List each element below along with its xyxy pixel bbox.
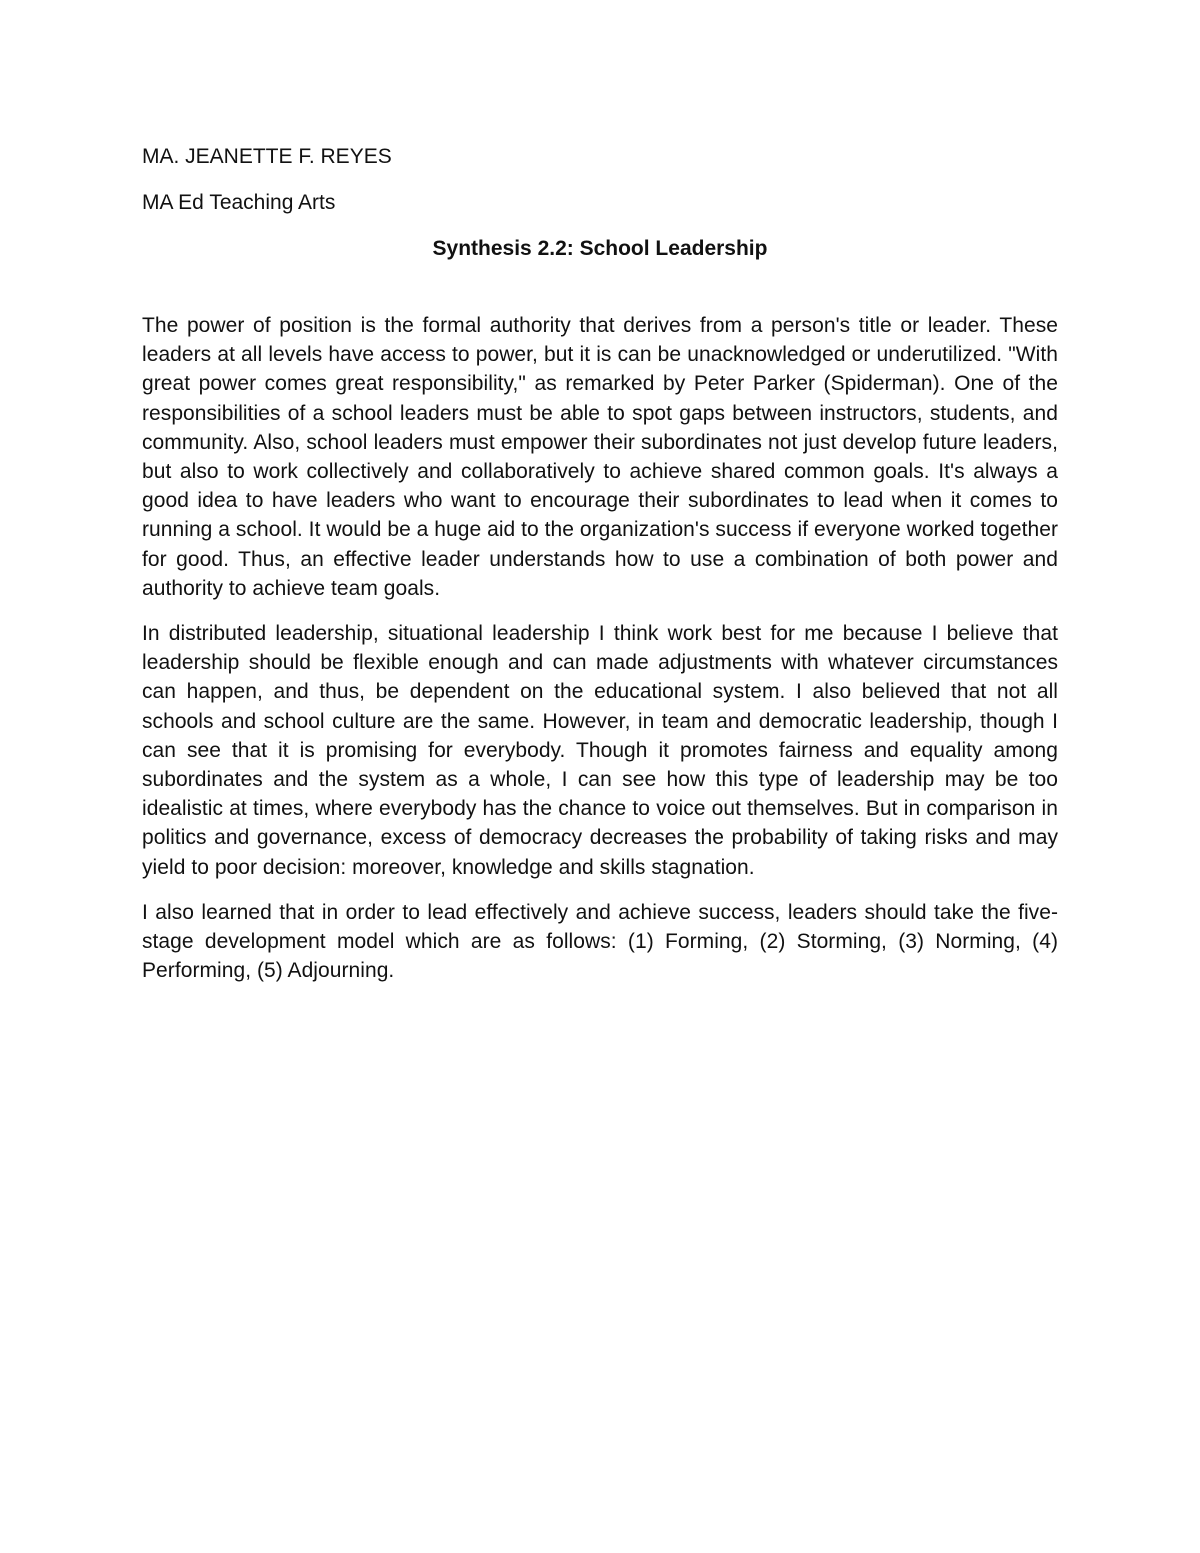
program-name: MA Ed Teaching Arts <box>142 191 336 214</box>
document-title: Synthesis 2.2: School Leadership <box>432 237 768 260</box>
paragraph-power-of-position: The power of position is the formal authority that derives from a person's title or leader. These leaders at all levels have access to power, but it is can be unacknowledged or underutilized. "With great power comes great responsibility," as remarked by Peter Parker (Spiderman). One of the responsibilities of a school leaders must be able to spot gaps between instructors, students, and community. Also, school leaders must empower their subordinates not just develop future leaders, but also to work collectively and collaboratively to achieve shared common goals. It's always a good idea to have leaders who want to encourage their subordinates to lead when it comes to running a school. It would be a huge aid to the organization's success if everyone worked together for good. Thus, an effective leader understands how to use a combination of both power and authority to achieve team goals. <box>142 314 1058 600</box>
document-body <box>142 142 1058 1001</box>
paragraph-five-stage-model: I also learned that in order to lead effectively and achieve success, leaders should take the five-stage development model which are as follows: (1) Forming, (2) Storming, (3) Norming, (4) Performing, (5) Adjourning. <box>142 900 1058 983</box>
author-name: MA. JEANETTE F. REYES <box>142 145 392 168</box>
paragraph-distributed-leadership: In distributed leadership, situational leadership I think work best for me because I believe that leadership should be flexible enough and can made adjustments with whatever circumstances can happen, and thus, be dependent on the educational system. I also believed that not all schools and school culture are the same. However, in team and democratic leadership, though I can see that it is promising for everybody. Though it promotes fairness and equality among subordinates and the system as a whole, I can see how this type of leadership may be too idealistic at times, where everybody has the chance to voice out themselves. But in comparison in politics and governance, excess of democracy decreases the probability of taking risks and may yield to poor decision: moreover, knowledge and skills stagnation. <box>142 622 1058 879</box>
